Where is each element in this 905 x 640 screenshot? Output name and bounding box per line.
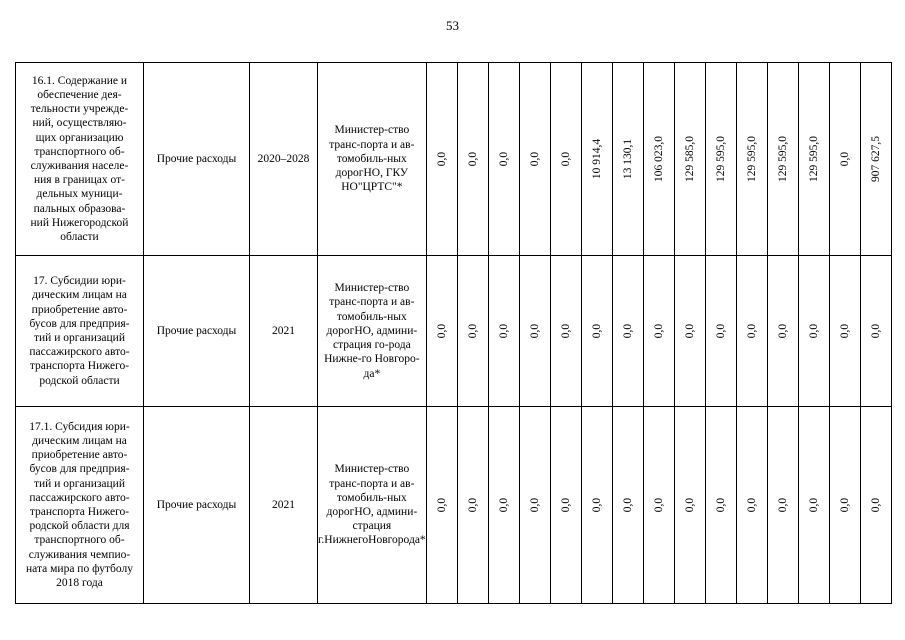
value-cell	[860, 256, 891, 407]
value-cell	[457, 256, 488, 407]
value-cell	[581, 256, 612, 407]
activity-name-line: транспортного об-	[34, 534, 125, 547]
activity-name-line: щих организацию	[35, 131, 124, 144]
responsible-org-line: ных дорог	[326, 491, 407, 518]
period	[250, 407, 318, 604]
value-cell	[829, 63, 860, 256]
activity-name-line: дическим лицам на	[32, 289, 127, 302]
value-text: 0,0	[869, 497, 882, 513]
value-text: 0,0	[776, 497, 789, 513]
value-cell	[767, 63, 798, 256]
value-cell	[860, 63, 891, 256]
value-text: 129 595,0	[714, 136, 727, 182]
responsible-org-line: томобиль-	[336, 152, 388, 165]
value-cell	[705, 407, 736, 604]
activity-name-line: ний Нижегородской	[30, 216, 129, 229]
period	[250, 63, 318, 256]
period-line: 2021	[272, 498, 295, 511]
value-text: 0,0	[528, 323, 541, 339]
activity-name-line: пальных образова-	[33, 202, 126, 215]
value-cell	[457, 63, 488, 256]
value-text: 0,0	[466, 151, 479, 167]
value-text: 0,0	[528, 497, 541, 513]
activity-name-line: транспортного об-	[34, 145, 125, 158]
value-text: 0,0	[497, 497, 510, 513]
value-text: 0,0	[807, 323, 820, 339]
expense-type: Прочие расходы	[144, 256, 250, 407]
responsible-org-line: томобиль-	[336, 491, 388, 504]
value-cell	[488, 256, 519, 407]
value-text: 0,0	[466, 497, 479, 513]
value-cell	[612, 256, 643, 407]
value-text: 0,0	[652, 497, 665, 513]
value-text: 106 023,0	[652, 136, 665, 182]
expense-type: Прочие расходы	[144, 63, 250, 256]
value-text: 0,0	[714, 497, 727, 513]
value-text: 129 585,0	[683, 136, 696, 182]
period-line: 2021	[272, 324, 295, 337]
activity-name-line: ния в границах от-	[34, 174, 125, 187]
activity-name-line: транспорта Нижего-	[29, 506, 130, 518]
activity-name-line: пассажирского авто-	[29, 346, 130, 359]
value-cell	[705, 63, 736, 256]
value-cell	[736, 256, 767, 407]
responsible-org-line: НО, админи-	[354, 324, 418, 337]
expense-type: Прочие расходы	[144, 407, 250, 604]
activity-name-line: тий и организаций	[34, 477, 125, 490]
value-cell	[705, 256, 736, 407]
table-row	[16, 256, 892, 407]
responsible-org-line: да*	[363, 367, 381, 380]
value-cell	[426, 256, 457, 407]
table-row	[16, 407, 892, 604]
responsible-org-line: ных дорог	[326, 310, 407, 337]
table-row	[16, 63, 892, 256]
value-cell	[550, 407, 581, 604]
value-cell	[550, 63, 581, 256]
responsible-org-line: Новгорода*	[368, 534, 426, 547]
activity-name-line: дельных муници-	[36, 188, 123, 201]
responsible-org-line: Нижнего	[324, 534, 369, 547]
value-cell	[798, 63, 829, 256]
activity-name-line: ната мира по футболу	[26, 562, 133, 575]
responsible-org-line: го Новгоро-	[361, 353, 420, 366]
value-text: 0,0	[528, 151, 541, 167]
value-text: 0,0	[838, 323, 851, 339]
responsible-org-line: НО, ГКУ НО	[341, 167, 409, 194]
period-line: 2028	[286, 152, 310, 165]
value-cell	[581, 63, 612, 256]
activity-name-line: родской области	[39, 374, 120, 387]
activity-name-line: родской области для	[29, 520, 130, 533]
responsible-org-line: ство транс-	[329, 463, 410, 490]
activity-name-line: тельности учрежде-	[30, 103, 129, 116]
value-cell	[798, 256, 829, 407]
value-cell	[643, 63, 674, 256]
value-cell	[767, 407, 798, 604]
value-text: 0,0	[559, 323, 572, 339]
value-cell	[519, 407, 550, 604]
value-cell	[829, 256, 860, 407]
responsible-org-line: томобиль-	[336, 310, 388, 323]
budget-table	[15, 62, 892, 604]
value-cell	[488, 63, 519, 256]
value-text: 0,0	[435, 323, 448, 339]
activity-name-line: транспорта Нижего-	[29, 360, 130, 373]
activity-name-line: приобретение авто-	[31, 449, 128, 462]
value-cell	[643, 256, 674, 407]
value-cell	[581, 407, 612, 604]
value-text: 10 914,4	[590, 138, 603, 180]
responsible-org-line: НО, админи-	[354, 506, 418, 518]
value-text: 0,0	[621, 497, 634, 513]
value-text: 0,0	[869, 323, 882, 339]
period-line: 2020–	[257, 152, 287, 165]
activity-name-line: обеспечение дея-	[37, 88, 122, 101]
responsible-org	[318, 256, 427, 407]
activity-name-line: бусов для предприя-	[29, 463, 130, 476]
value-cell	[643, 407, 674, 604]
activity-name-line: 2018 года	[56, 577, 103, 590]
value-cell	[674, 407, 705, 604]
value-cell	[674, 256, 705, 407]
value-cell	[860, 407, 891, 604]
activity-name	[16, 256, 144, 407]
activity-name-line: дическим лицам на	[32, 434, 127, 447]
value-cell	[829, 407, 860, 604]
responsible-org-line: ство транс-	[329, 124, 410, 151]
activity-name-line: служивания чемпио-	[28, 548, 131, 561]
value-text: 0,0	[497, 151, 510, 167]
activity-name-line: 16.1. Содержание и	[31, 74, 128, 87]
value-text: 0,0	[435, 151, 448, 167]
responsible-org	[318, 407, 427, 604]
value-text: 0,0	[652, 323, 665, 339]
value-text: 0,0	[621, 323, 634, 339]
responsible-org-line: порта и ав-	[360, 296, 415, 309]
value-text: 0,0	[683, 497, 696, 513]
value-cell	[457, 407, 488, 604]
value-text: 0,0	[683, 323, 696, 339]
value-text: 0,0	[745, 497, 758, 513]
value-text: 0,0	[559, 497, 572, 513]
activity-name-line: области	[60, 231, 99, 244]
activity-name-line: ний, осуществляю-	[32, 117, 127, 130]
activity-name-line: пассажирского авто-	[29, 491, 130, 504]
value-text: 907 627,5	[869, 136, 882, 182]
value-text: 0,0	[745, 323, 758, 339]
activity-name	[16, 407, 144, 604]
value-cell	[736, 63, 767, 256]
responsible-org-line: порта и ав-	[360, 477, 415, 490]
responsible-org-line: "ЦРТС"*	[357, 181, 403, 194]
value-cell	[519, 63, 550, 256]
period	[250, 256, 318, 407]
value-cell	[519, 256, 550, 407]
responsible-org-line: рода Нижне-	[324, 339, 411, 366]
value-text: 0,0	[807, 497, 820, 513]
responsible-org-line: страция г.	[318, 520, 392, 547]
activity-name-line: 17.1. Субсидия юри-	[29, 420, 130, 433]
value-text: 0,0	[590, 497, 603, 513]
value-text: 0,0	[776, 323, 789, 339]
value-cell	[550, 256, 581, 407]
value-text: 0,0	[466, 323, 479, 339]
value-cell	[426, 63, 457, 256]
activity-name-line: тий и организаций	[34, 332, 125, 344]
value-cell	[426, 407, 457, 604]
responsible-org-line: порта и ав-	[360, 138, 415, 151]
value-cell	[674, 63, 705, 256]
value-text: 0,0	[590, 323, 603, 339]
value-text: 0,0	[559, 151, 572, 167]
value-cell	[612, 63, 643, 256]
activity-name-line: приобретение авто-	[31, 303, 128, 316]
responsible-org-line: страция го-	[332, 339, 389, 352]
value-text: 13 130,1	[621, 138, 634, 180]
value-cell	[488, 407, 519, 604]
value-text: 0,0	[714, 323, 727, 339]
activity-name-line: бусов для предприя-	[29, 317, 130, 330]
responsible-org-line: Министер-	[334, 463, 388, 476]
value-cell	[798, 407, 829, 604]
value-text: 0,0	[838, 497, 851, 513]
value-text: 0,0	[497, 323, 510, 339]
value-text: 129 595,0	[807, 136, 820, 182]
responsible-org-line: ство транс-	[329, 282, 410, 309]
value-cell	[612, 407, 643, 604]
value-text: 0,0	[435, 497, 448, 513]
activity-name-line: служивания населе-	[30, 160, 129, 172]
responsible-org-line: Министер-	[334, 282, 388, 295]
value-text: 129 595,0	[776, 136, 789, 182]
value-text: 0,0	[838, 151, 851, 167]
page-number: 53	[446, 18, 459, 33]
value-text: 129 595,0	[745, 136, 758, 182]
value-cell	[736, 407, 767, 604]
activity-name	[16, 63, 144, 256]
responsible-org	[318, 63, 427, 256]
activity-name-line: 17. Субсидии юри-	[33, 275, 126, 288]
responsible-org-line: Министер-	[334, 124, 388, 137]
value-cell	[767, 256, 798, 407]
responsible-org-line: ных дорог	[335, 152, 407, 180]
